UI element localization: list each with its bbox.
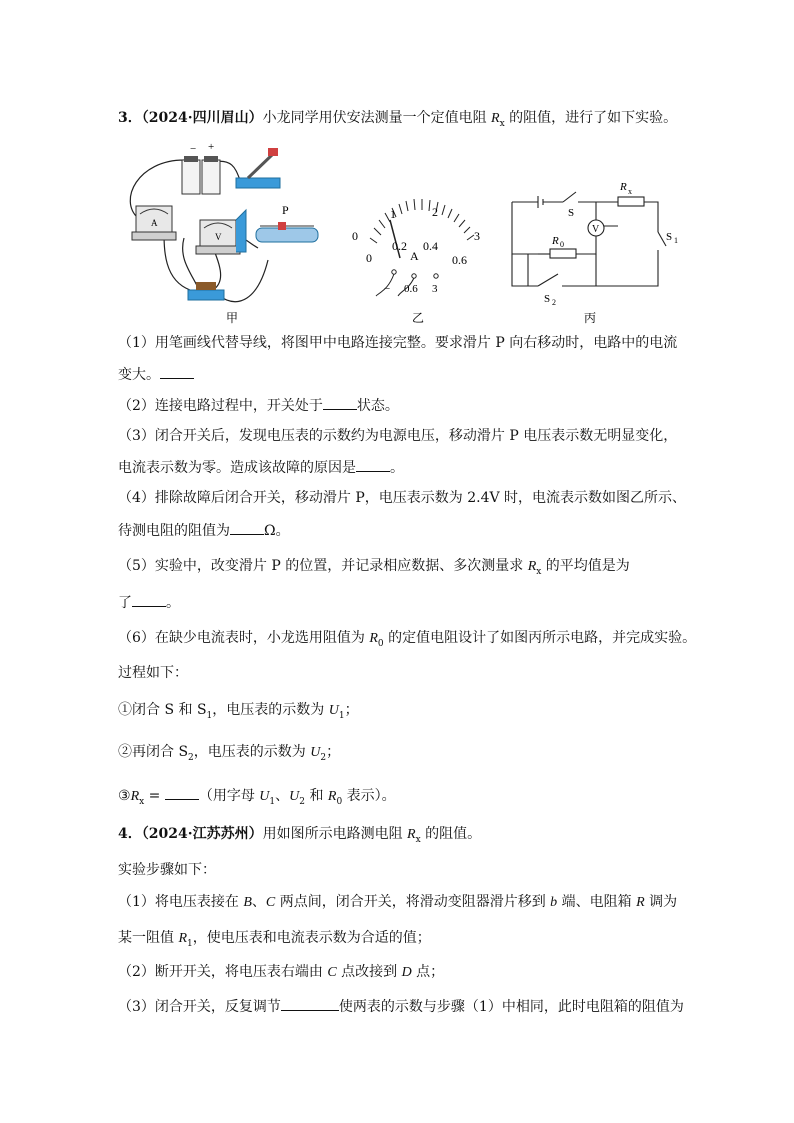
answer-blank[interactable] bbox=[160, 364, 194, 379]
svg-text:R: R bbox=[552, 235, 559, 247]
svg-text:S: S bbox=[544, 293, 551, 305]
svg-text:S: S bbox=[568, 207, 575, 219]
switch-icon bbox=[236, 148, 280, 188]
caption-bing: 丙 bbox=[584, 311, 597, 325]
caption-yi: 乙 bbox=[412, 311, 425, 325]
rheostat-icon bbox=[256, 203, 318, 242]
svg-text:2: 2 bbox=[432, 205, 438, 219]
svg-text:3: 3 bbox=[474, 229, 480, 243]
svg-text:V: V bbox=[215, 232, 222, 242]
answer-blank[interactable] bbox=[356, 457, 390, 472]
svg-text:0.6: 0.6 bbox=[452, 253, 467, 267]
answer-blank[interactable] bbox=[323, 395, 357, 410]
svg-text:0: 0 bbox=[366, 251, 372, 265]
q3-step2: ②再闭合 $S_2$，电压表的示数为 $U_2$； bbox=[118, 744, 341, 763]
battery-icon bbox=[182, 141, 220, 194]
q3-part4-line2: 待测电阻的阻值为 Ω。 bbox=[118, 520, 290, 541]
svg-text:x: x bbox=[628, 187, 632, 196]
svg-text:2: 2 bbox=[552, 298, 556, 307]
svg-text:−: − bbox=[384, 283, 391, 295]
answer-blank[interactable] bbox=[230, 520, 264, 535]
q4-title: 4．（2024·江苏苏州）用如图所示电路测电阻 $R_x$ 的阻值。 bbox=[118, 826, 482, 845]
svg-text:R: R bbox=[620, 181, 627, 193]
q3-part3-line2: 电流表示数为零。造成该故障的原因是 。 bbox=[118, 457, 404, 478]
q4-step1-line1: （1）将电压表接在 B、C 两点间，闭合开关，将滑动变阻器滑片移到 b 端、电阻箱 R 调为 bbox=[118, 894, 678, 910]
q3-title: 3．（2024·四川眉山）小龙同学用伏安法测量一个定值电阻 $R_x$ 的阻值，进行了如下实验。 bbox=[118, 110, 678, 129]
caption-jia: 甲 bbox=[226, 311, 239, 325]
svg-text:V: V bbox=[592, 224, 600, 235]
svg-text:0.4: 0.4 bbox=[423, 239, 438, 253]
q4-step3: （3）闭合开关，反复调节 使两表的示数与步骤（1）中相同，此时电阻箱的阻值为 bbox=[118, 996, 684, 1017]
q4-number: 4． bbox=[118, 826, 142, 842]
q4-step1-line2: 某一阻值 $R_1$，使电压表和电流表示数为合适的值； bbox=[118, 930, 431, 949]
q3-process-title: 过程如下： bbox=[118, 665, 188, 681]
svg-text:A: A bbox=[410, 249, 419, 263]
q4-source: （2024·江苏苏州） bbox=[141, 826, 263, 842]
svg-text:1: 1 bbox=[674, 236, 678, 245]
q3-number: 3． bbox=[118, 110, 142, 126]
q3-part5-line2: 了 。 bbox=[118, 592, 180, 613]
q3-part3-line1: （3）闭合开关后，发现电压表的示数约为电源电压，移动滑片 P 电压表示数无明显变化， bbox=[118, 428, 678, 444]
svg-text:S: S bbox=[666, 231, 673, 243]
q3-source: （2024·四川眉山） bbox=[141, 110, 263, 126]
q4-step2: （2）断开开关，将电压表右端由 C 点改接到 D 点； bbox=[118, 964, 445, 980]
q3-step1: ①闭合 S 和 $S_1$，电压表的示数为 $U_1$； bbox=[118, 702, 359, 721]
q3-part2: （2）连接电路过程中，开关处于 状态。 bbox=[118, 395, 399, 416]
svg-text:−: − bbox=[190, 143, 197, 155]
svg-text:P: P bbox=[282, 203, 289, 217]
svg-text:0.6: 0.6 bbox=[404, 283, 418, 295]
answer-blank[interactable] bbox=[281, 996, 339, 1011]
figure-yi-ammeter-dial bbox=[352, 199, 480, 325]
svg-text:0: 0 bbox=[352, 229, 358, 243]
svg-text:1: 1 bbox=[390, 207, 396, 221]
q3-step3: $③R_x$ = （用字母 $U_1$、$U_2$ 和 $R_0$ 表示）。 bbox=[118, 785, 396, 812]
figure-bing-circuit bbox=[512, 192, 666, 286]
voltmeter-icon bbox=[196, 210, 246, 254]
q3-part1-line1: （1）用笔画线代替导线，将图甲中电路连接完整。要求滑片 P 向右移动时，电路中的电流 bbox=[118, 335, 678, 351]
ammeter-icon bbox=[132, 206, 176, 240]
svg-text:+: + bbox=[208, 141, 215, 153]
q3-part1-line2: 变大。 bbox=[118, 364, 194, 385]
q3-part6: （6）在缺少电流表时，小龙选用阻值为 $R_0$ 的定值电阻设计了如图丙所示电路，并完成实验。 bbox=[118, 630, 697, 649]
q3-figure bbox=[118, 140, 678, 325]
svg-text:3: 3 bbox=[432, 283, 438, 295]
svg-text:A: A bbox=[151, 218, 158, 228]
svg-text:0.2: 0.2 bbox=[392, 239, 407, 253]
answer-blank[interactable] bbox=[165, 785, 199, 800]
q3-part5-line1: （5）实验中，改变滑片 P 的位置，并记录相应数据、多次测量求 $R_x$ 的平均值是为 bbox=[118, 558, 630, 577]
svg-text:0: 0 bbox=[560, 240, 564, 249]
q4-steps-title: 实验步骤如下： bbox=[118, 862, 216, 878]
answer-blank[interactable] bbox=[132, 592, 166, 607]
q3-part4-line1: （4）排除故障后闭合开关，移动滑片 P，电压表示数为 2.4V 时，电流表示数如图乙所示、 bbox=[118, 490, 687, 506]
